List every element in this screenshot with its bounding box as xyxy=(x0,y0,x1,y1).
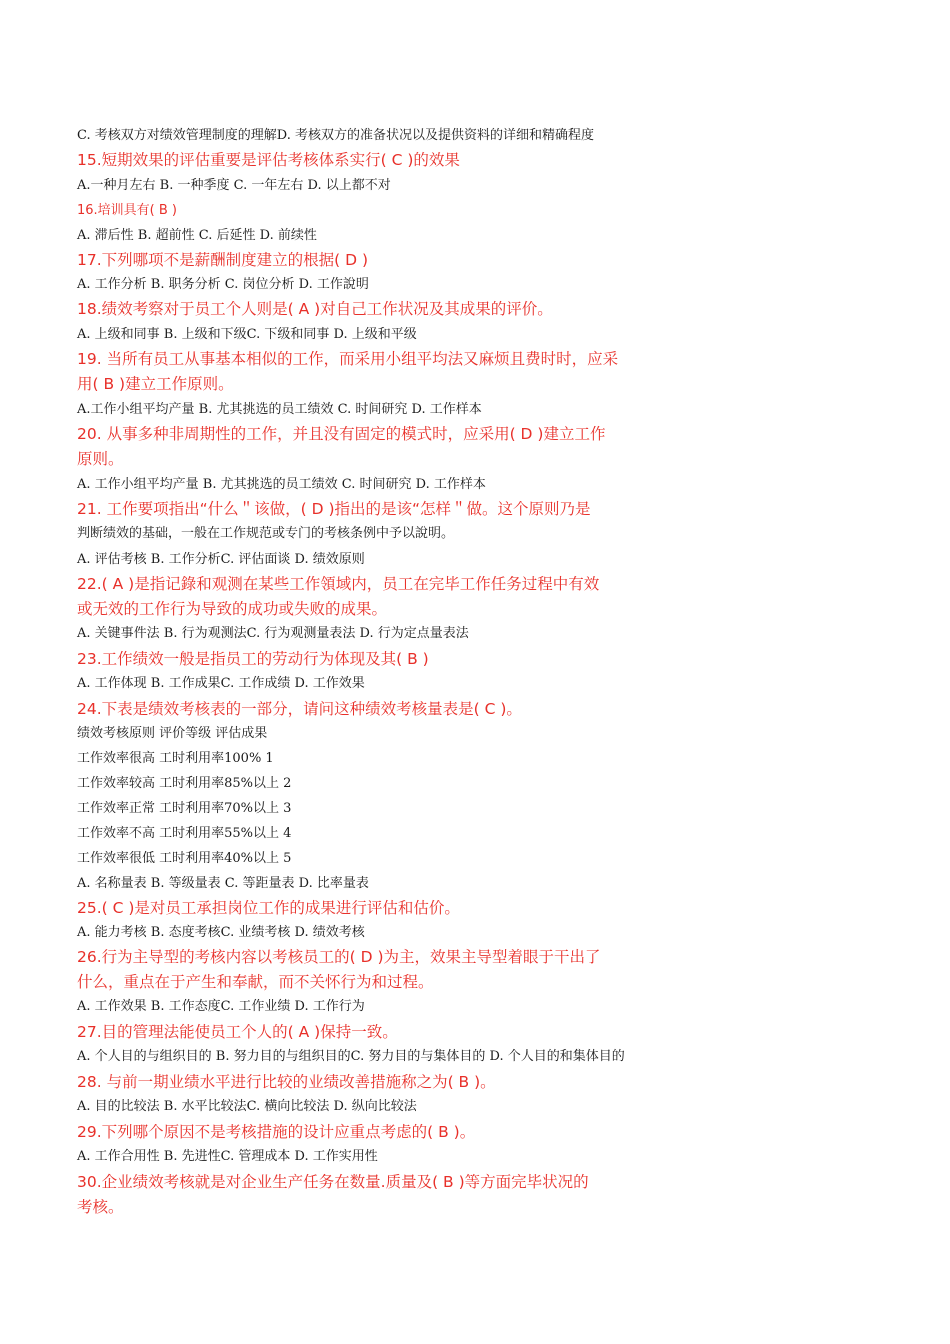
question-line: 30.企业绩效考核就是对企业生产任务在数量.质量及( B )等方面完毕状况的 xyxy=(77,1173,589,1191)
answer-options-line: A. 上级和同事 B. 上级和下级C. 下级和同事 D. 上级和平级 xyxy=(77,327,417,342)
question-line: 26.行为主导型的考核内容以考核员工的( D )为主，效果主导型着眼于干出了 xyxy=(77,948,601,966)
question-line: 什么，重点在于产生和奉献，而不关怀行为和过程。 xyxy=(77,973,434,991)
answer-options-line: C. 考核双方对绩效管理制度的理解D. 考核双方的准备状况以及提供资料的详细和精确程度 xyxy=(77,128,594,143)
answer-options-line: 工作效率很低 工时利用率40%以上 5 xyxy=(77,851,292,866)
answer-options-line: 判断绩效的基础，一般在工作规范或专门的考核条例中予以說明。 xyxy=(77,526,455,541)
question-line: 24.下表是绩效考核表的一部分，请问这种绩效考核量表是( C )。 xyxy=(77,700,522,718)
question-line: 15.短期效果的评估重要是评估考核体系实行( C )的效果 xyxy=(77,151,460,169)
answer-options-line: A. 能力考核 B. 态度考核C. 业绩考核 D. 绩效考核 xyxy=(77,925,365,940)
question-line: 27.目的管理法能使员工个人的( A )保持一致。 xyxy=(77,1023,398,1041)
question-line: 22.( A )是指记錄和观测在某些工作領域内，员工在完毕工作任务过程中有效 xyxy=(77,575,600,593)
question-line: 考核。 xyxy=(77,1198,124,1216)
question-line: 21. 工作要项指出“什么＂该做，( D )指出的是该“怎样＂做。这个原则乃是 xyxy=(77,500,591,518)
answer-options-line: A. 工作体现 B. 工作成果C. 工作成绩 D. 工作效果 xyxy=(77,676,365,691)
answer-options-line: A. 工作小组平均产量 B. 尤其挑选的员工绩效 C. 时间研究 D. 工作样本 xyxy=(77,477,486,492)
answer-options-line: A. 个人目的与组织目的 B. 努力目的与组织目的C. 努力目的与集体目的 D. 个人目的和集体目的 xyxy=(77,1049,625,1064)
question-line: 20. 从事多种非周期性的工作，并且没有固定的模式时，应采用( D )建立工作 xyxy=(77,425,606,443)
question-line: 19. 当所有员工从事基本相似的工作，而采用小组平均法又麻烦且费时时，应采 xyxy=(77,350,619,368)
question-line: 23.工作绩效一般是指员工的劳动行为体现及其( B ) xyxy=(77,650,429,668)
answer-options-line: 工作效率不高 工时利用率55%以上 4 xyxy=(77,826,292,841)
answer-options-line: A. 关键事件法 B. 行为观测法C. 行为观测量表法 D. 行为定点量表法 xyxy=(77,626,469,641)
answer-options-line: A. 滞后性 B. 超前性 C. 后延性 D. 前续性 xyxy=(77,228,317,243)
question-line: 29.下列哪个原因不是考核措施的设计应重点考虑的( B )。 xyxy=(77,1123,476,1141)
answer-options-line: A.一种月左右 B. 一种季度 C. 一年左右 D. 以上都不对 xyxy=(77,178,391,193)
answer-options-line: 工作效率较高 工时利用率85%以上 2 xyxy=(77,776,292,791)
answer-options-line: 绩效考核原则 评价等级 评估成果 xyxy=(77,726,268,741)
answer-options-line: A. 评估考核 B. 工作分析C. 评估面谈 D. 绩效原则 xyxy=(77,552,365,567)
question-line: 用( B )建立工作原则。 xyxy=(77,375,234,393)
answer-options-line: A. 工作分析 B. 职务分析 C. 岗位分析 D. 工作說明 xyxy=(77,277,369,292)
answer-options-line: A.工作小组平均产量 B. 尤其挑选的员工绩效 C. 时间研究 D. 工作样本 xyxy=(77,402,482,417)
answer-options-line: 工作效率很高 工时利用率100% 1 xyxy=(77,751,274,766)
question-line: 25.( C )是对员工承担岗位工作的成果进行评估和估价。 xyxy=(77,899,460,917)
answer-options-line: A. 名称量表 B. 等级量表 C. 等距量表 D. 比率量表 xyxy=(77,876,369,891)
question-line: 或无效的工作行为导致的成功或失败的成果。 xyxy=(77,600,388,618)
answer-options-line: A. 目的比较法 B. 水平比较法C. 横向比较法 D. 纵向比较法 xyxy=(77,1099,417,1114)
answer-options-line: 工作效率正常 工时利用率70%以上 3 xyxy=(77,801,292,816)
answer-options-line: A. 工作效果 B. 工作态度C. 工作业绩 D. 工作行为 xyxy=(77,999,365,1014)
question-line: 18.绩效考察对于员工个人则是( A )对自己工作状况及其成果的评价。 xyxy=(77,300,553,318)
answer-options-line: A. 工作合用性 B. 先进性C. 管理成本 D. 工作实用性 xyxy=(77,1149,378,1164)
question-line: 17.下列哪项不是薪酬制度建立的根据( D ) xyxy=(77,251,369,269)
question-line: 28. 与前一期业绩水平进行比较的业绩改善措施称之为( B )。 xyxy=(77,1073,496,1091)
question-line: 16.培训具有( B ) xyxy=(77,203,178,218)
question-line: 原则。 xyxy=(77,450,124,468)
